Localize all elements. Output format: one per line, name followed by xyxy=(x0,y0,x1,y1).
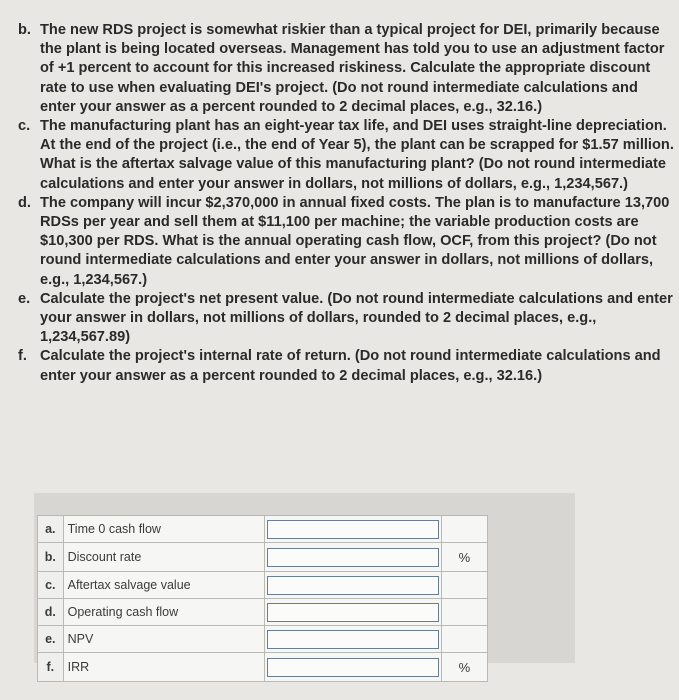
question-text: The manufacturing plant has an eight-year tax life, and DEI uses straight-line depreciation. At the end of the project (i.e., the end of Year 5), the plant can be scrapped for $1.57 million. What is the aftertax salvage value of this manufacturing plant? xyxy=(40,118,674,173)
question-list xyxy=(18,21,674,386)
row-letter: c. xyxy=(38,572,64,599)
table-row xyxy=(38,599,488,626)
row-letter: e. xyxy=(38,626,64,653)
table-row xyxy=(38,572,488,599)
question-instruction: (Do not round intermediate calculations and enter your answer in dollars, not millions of dollars, e.g., 1,234,567.) xyxy=(40,233,657,288)
row-unit xyxy=(441,599,487,626)
row-unit: % xyxy=(441,543,487,572)
question-instruction: (Do not round intermediate calculations and enter your answer as a percent rounded to 2 decimal places, e.g., 32.16.) xyxy=(40,348,661,384)
row-unit xyxy=(441,572,487,599)
row-label: Time 0 cash flow xyxy=(63,516,264,543)
question-text: The company will incur $2,370,000 in annual fixed costs. The plan is to manufacture 13,700 RDSs per year and sell them at $11,100 per machine; the variable production costs are $10,300 per RDS. What is the annual operating cash flow, OCF, from this project? xyxy=(40,194,670,250)
question-text: The new RDS project is somewhat riskier than a typical project for DEI, primarily because the plant is being located overseas. Management has told you to use an adjustment factor of +1 percent to account for this increased riskiness. Calculate the appropriate discount rate to use when evaluating DEI's project. xyxy=(40,22,665,96)
question-text: Calculate the project's internal rate of return. xyxy=(40,348,351,365)
question-c xyxy=(18,117,674,194)
question-letter: f. xyxy=(18,348,27,365)
question-d xyxy=(18,194,674,290)
row-label: NPV xyxy=(63,626,264,653)
question-letter: b. xyxy=(18,22,31,38)
table-row xyxy=(38,543,488,572)
question-f xyxy=(18,347,674,385)
answer-table xyxy=(37,515,488,682)
question-text: Calculate the project's net present value. xyxy=(40,290,324,307)
row-unit: % xyxy=(441,653,487,682)
question-instruction: (Do not round intermediate calculations and enter your answer in dollars, not millions of dollars, e.g., 1,234,567.) xyxy=(40,156,667,192)
table-row xyxy=(38,516,488,543)
discount-rate-input[interactable] xyxy=(267,548,439,567)
row-label: Discount rate xyxy=(63,543,264,572)
irr-input[interactable] xyxy=(267,658,439,677)
question-letter: d. xyxy=(18,194,31,211)
row-unit xyxy=(441,626,487,653)
row-letter: b. xyxy=(38,543,64,572)
row-letter: f. xyxy=(38,653,64,682)
table-row xyxy=(38,626,488,653)
question-instruction: (Do not round intermediate calculations and enter your answer as a percent rounded to 2 decimal places, e.g., 32.16.) xyxy=(40,79,638,115)
row-label: Aftertax salvage value xyxy=(63,572,264,599)
question-letter: e. xyxy=(18,290,31,307)
question-instruction: (Do not round intermediate calculations and enter your answer in dollars, not millions of dollars, rounded to 2 decimal places, e.g., 1,234,567.89) xyxy=(40,290,673,346)
row-letter: a. xyxy=(38,516,64,543)
npv-input[interactable] xyxy=(267,630,439,649)
question-b xyxy=(18,21,674,117)
answer-panel xyxy=(34,493,575,675)
question-letter: c. xyxy=(18,118,31,135)
row-label: IRR xyxy=(63,653,264,682)
time0-cash-flow-input[interactable] xyxy=(267,520,439,539)
question-e xyxy=(18,290,674,348)
row-label: Operating cash flow xyxy=(63,599,264,626)
operating-cash-flow-input[interactable] xyxy=(267,603,439,622)
table-row xyxy=(38,653,488,682)
row-unit xyxy=(441,516,487,543)
aftertax-salvage-input[interactable] xyxy=(267,576,439,595)
row-letter: d. xyxy=(38,599,64,626)
